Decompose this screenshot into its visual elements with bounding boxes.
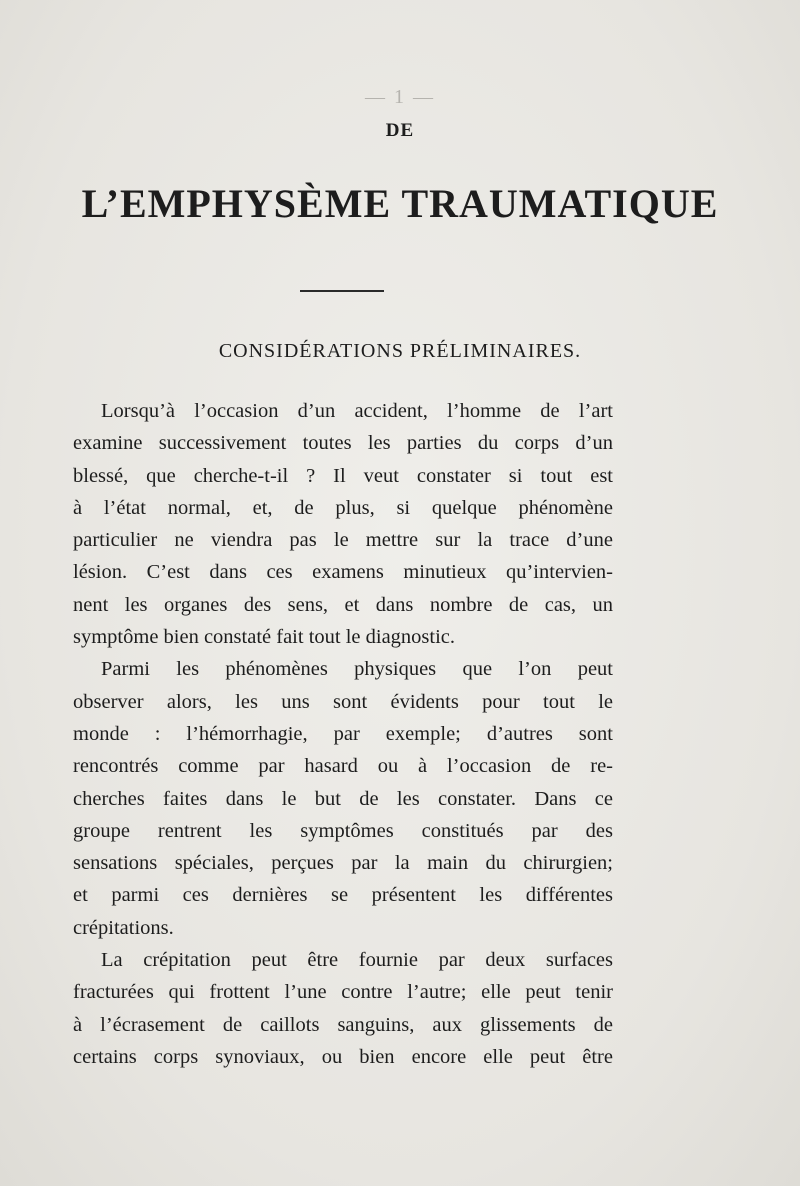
- text-line: examine successivement toutes les parties du corps d’un: [73, 432, 613, 455]
- section-title: CONSIDÉRATIONS PRÉLIMINAIRES.: [218, 340, 582, 362]
- text-line: fracturées qui frottent l’une contre l’autre; elle peut tenir: [73, 981, 613, 1004]
- text-line: et parmi ces dernières se présentent les différentes: [73, 884, 613, 907]
- text-line: Lorsqu’à l’occasion d’un accident, l’homme de l’art: [101, 400, 613, 422]
- text-line: La crépitation peut être fournie par deux surfaces: [101, 949, 613, 972]
- text-line: blessé, que cherche-t-il ? Il veut constater si tout est: [73, 464, 613, 487]
- text-line: cherches faites dans le but de les constater. Dans ce: [73, 787, 613, 810]
- text-line: groupe rentrent les symptômes constitués par des: [73, 819, 613, 842]
- text-line: rencontrés comme par hasard ou à l’occasion de re-: [73, 755, 613, 778]
- text-line: sensations spéciales, perçues par la main du chirurgien;: [73, 852, 613, 875]
- text-line: observer alors, les uns sont évidents pour tout le: [73, 690, 613, 713]
- text-line: Parmi les phénomènes physiques que l’on peut: [101, 658, 613, 681]
- text-line: nent les organes des sens, et dans nombre de cas, un: [73, 593, 613, 616]
- text-line: à l’état normal, et, de plus, si quelque phénomène: [73, 496, 613, 519]
- text-line: à l’écrasement de caillots sanguins, aux glissements de: [73, 1013, 613, 1036]
- text-line: symptôme bien constaté fait tout le diagnostic.: [73, 626, 456, 649]
- title-divider: [300, 290, 384, 292]
- text-line: particulier ne viendra pas le mettre sur la trace d’une: [73, 529, 613, 552]
- text-line: lésion. C’est dans ces examens minutieux qu’intervien-: [73, 561, 613, 584]
- page-title: L’EMPHYSÈME TRAUMATIQUE: [81, 181, 719, 226]
- text-line: certains corps synoviaux, ou bien encore elle peut être: [73, 1045, 613, 1068]
- body-text: [73, 395, 613, 1073]
- text-line: crépitations.: [73, 916, 174, 939]
- text-line: monde : l’hémorrhagie, par exemple; d’autres sont: [73, 722, 613, 745]
- page-number: — 1 —: [365, 86, 435, 108]
- title-prefix: DE: [385, 120, 415, 141]
